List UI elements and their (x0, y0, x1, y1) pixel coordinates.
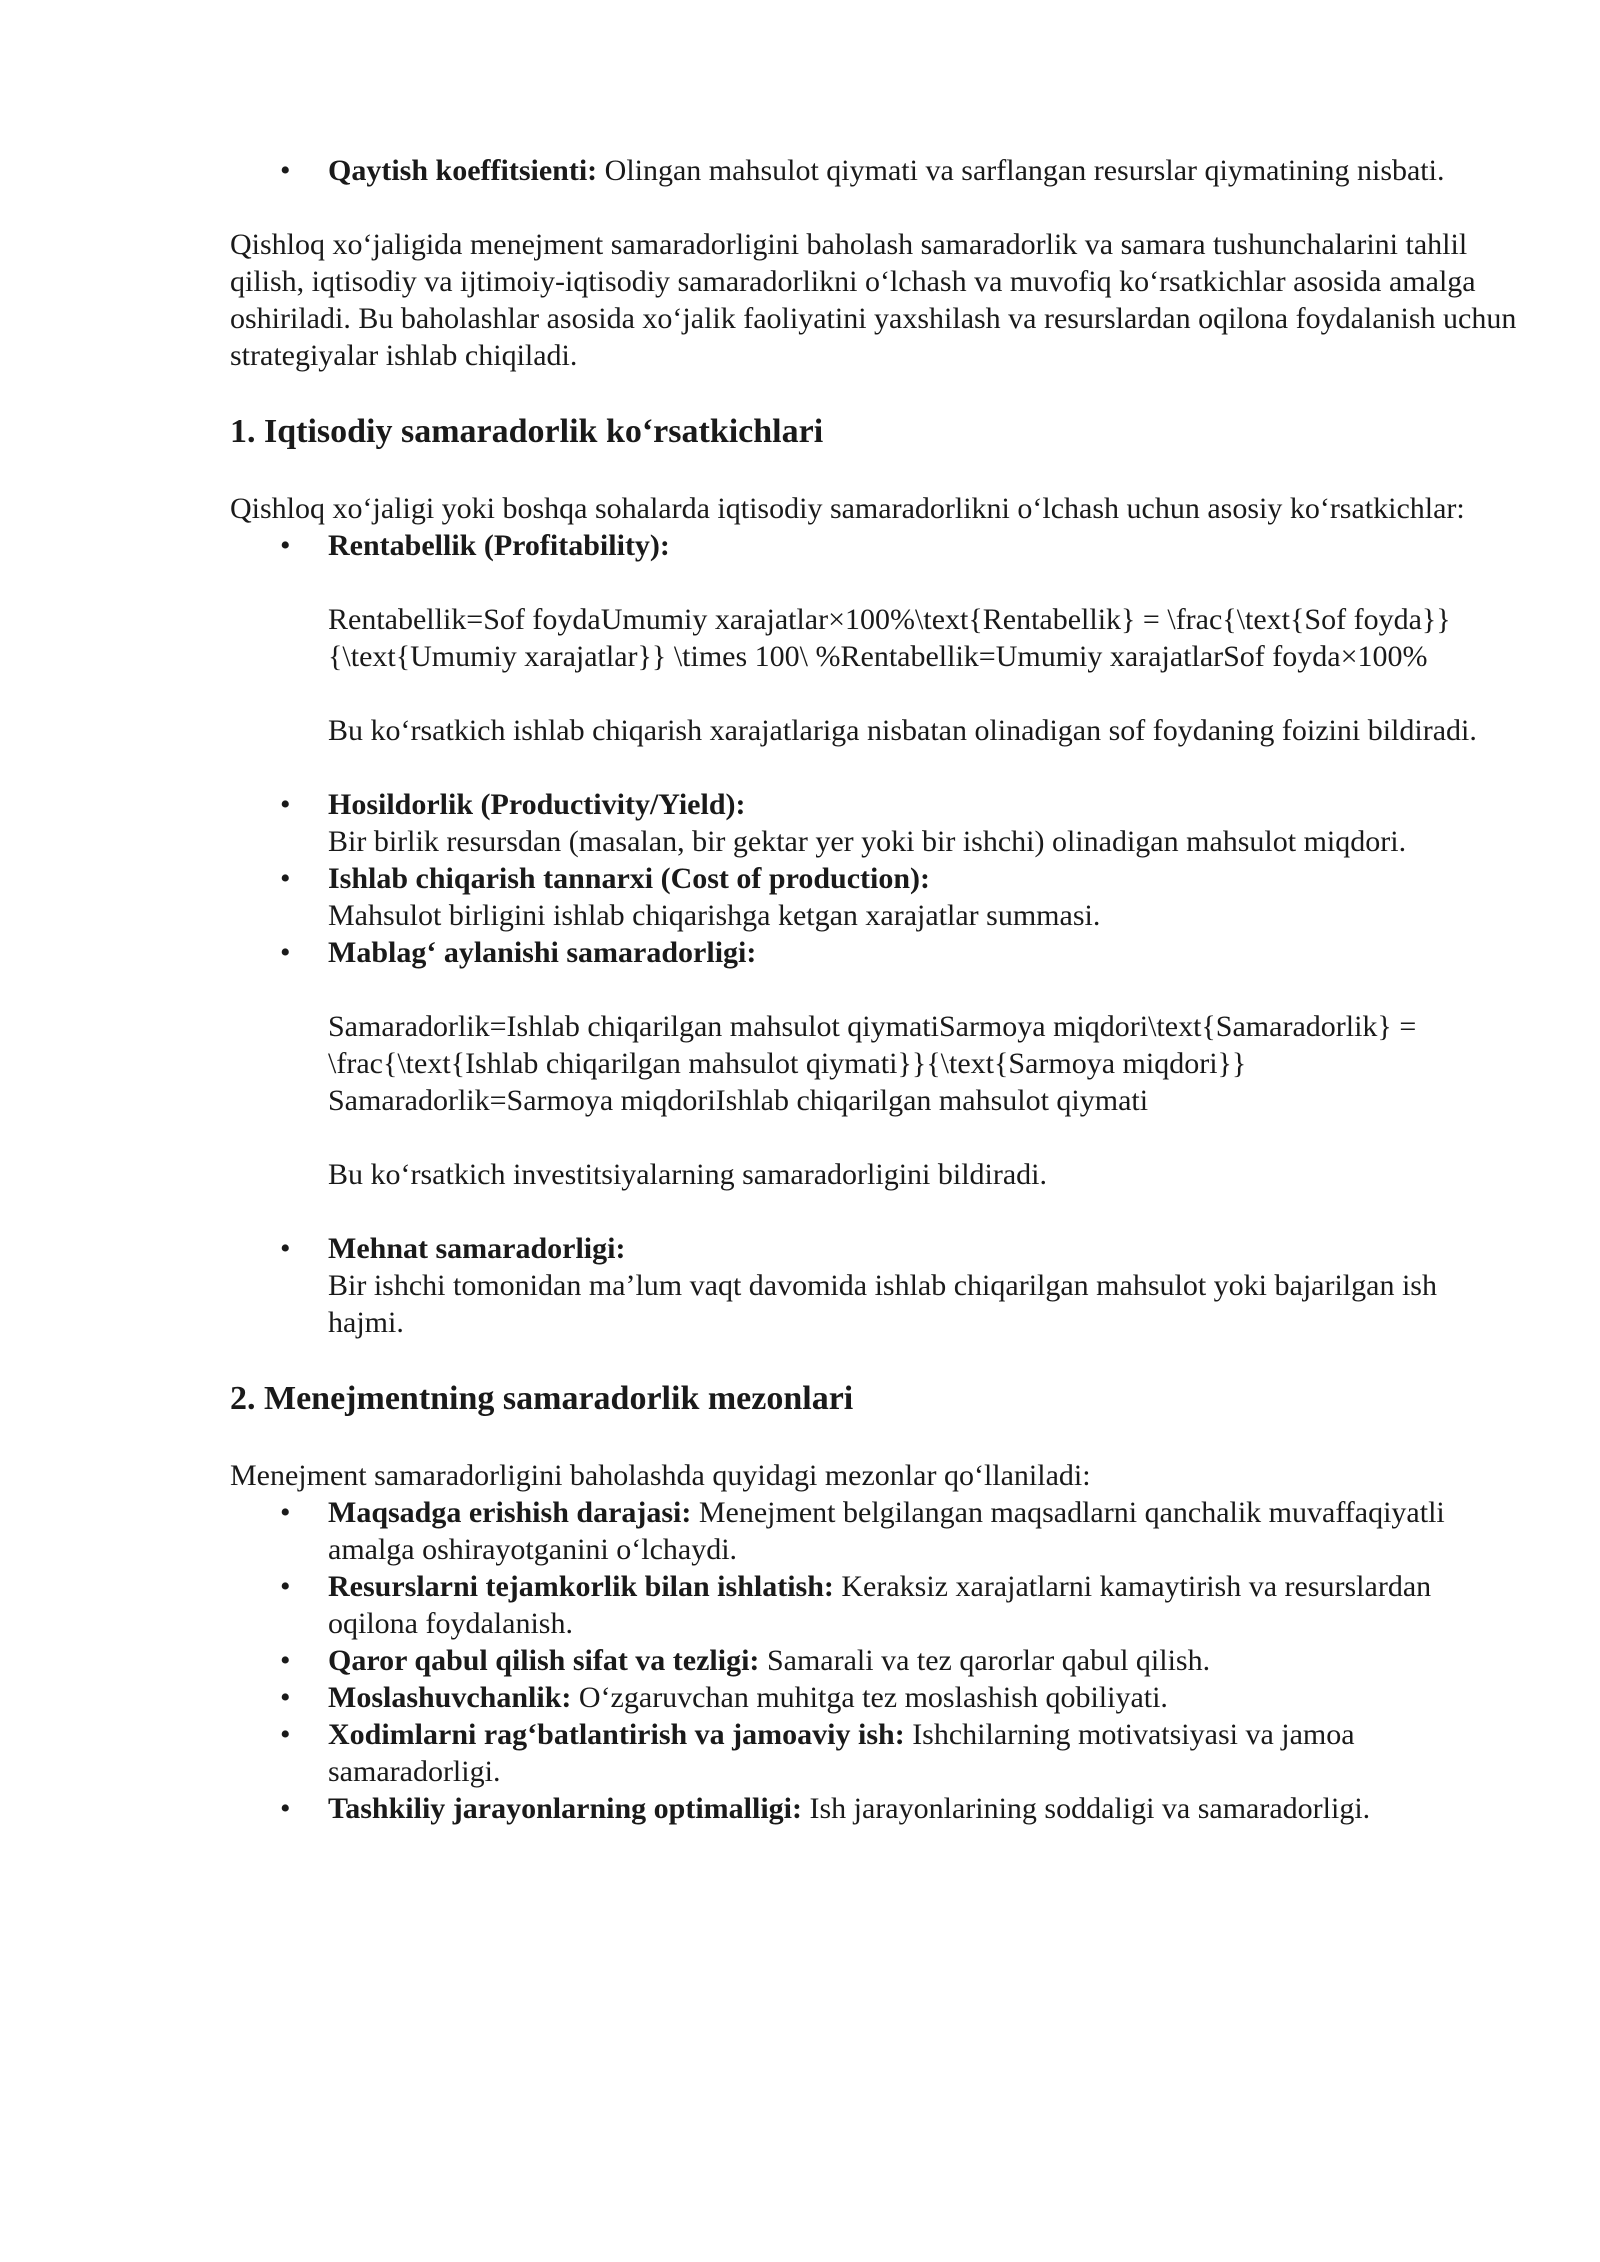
list-item-term: Qaytish koeffitsienti: (328, 154, 598, 187)
bullet-icon: • (280, 862, 291, 895)
list-item-mablag (230, 934, 1520, 1193)
list-item (230, 152, 1520, 189)
list-item-text: Menejment belgilangan maqsadlarni qanchalik muvaffaqiyatli amalga oshirayotganini o‘lchaydi. (328, 1496, 1445, 1566)
section-1-list (230, 527, 1520, 1341)
list-item-text: Ish jarayonlarining soddaligi va samaradorligi. (801, 1792, 1371, 1825)
section-1-heading: 1. Iqtisodiy samaradorlik ko‘rsatkichlari (230, 413, 824, 450)
list-item (230, 1790, 1520, 1827)
section-2-list (230, 1494, 1520, 1827)
section-1-lead: Qishloq xo‘jaligi yoki boshqa sohalarda iqtisodiy samaradorlikni o‘lchash uchun asosiy ko‘rsatkichlar: (230, 492, 1465, 525)
list-item (230, 1716, 1520, 1790)
list-item-text: Mahsulot birligini ishlab chiqarishga ketgan xarajatlar summasi. (328, 899, 1101, 932)
list-item-text: Ishchilarning motivatsiyasi va jamoa samaradorligi. (328, 1718, 1355, 1788)
bullet-icon: • (280, 788, 291, 821)
intro-paragraph: Qishloq xo‘jaligida menejment samaradorligini baholash samaradorlik va samara tushunchalarini tahlil qilish, iqtisodiy va ijtimoiy-iqtisodiy samaradorlikni o‘lchash va muvofiq ko‘rsatkichlar asosida amalga oshiriladi. Bu baholashlar asosida xo‘jalik faoliyatini yaxshilash va resurslardan oqilona foydalanish uchun strategiyalar ishlab chiqiladi. (230, 228, 1517, 372)
bullet-icon: • (280, 1681, 291, 1714)
list-item (230, 1568, 1520, 1642)
section-2-lead: Menejment samaradorligini baholashda quyidagi mezonlar qo‘llaniladi: (230, 1459, 1091, 1492)
list-item-term: Maqsadga erishish darajasi: (328, 1496, 692, 1529)
bullet-icon: • (280, 1718, 291, 1751)
bullet-icon: • (280, 529, 291, 562)
list-item (230, 1642, 1520, 1679)
intro-list (230, 152, 1520, 189)
formula-note: Bu ko‘rsatkich ishlab chiqarish xarajatlariga nisbatan olinadigan sof foydaning foizini bildiradi. (328, 714, 1477, 747)
bullet-icon: • (280, 1644, 291, 1677)
document-page (230, 152, 1520, 1827)
list-item-text: Olingan mahsulot qiymati va sarflangan resurslar qiymatining nisbati. (597, 154, 1445, 187)
list-item (230, 1494, 1520, 1568)
bullet-icon: • (280, 1232, 291, 1265)
bullet-icon: • (280, 1496, 291, 1529)
list-item-text: Samarali va tez qarorlar qabul qilish. (759, 1644, 1211, 1677)
list-item-tannarx (230, 860, 1520, 934)
list-item-text: Keraksiz xarajatlarni kamaytirish va resurslardan oqilona foydalanish. (328, 1570, 1432, 1640)
bullet-icon: • (280, 1570, 291, 1603)
list-item-term: Mablag‘ aylanishi samaradorligi: (328, 936, 757, 969)
list-item-term: Rentabellik (Profitability): (328, 529, 670, 562)
list-item-term: Mehnat samaradorligi: (328, 1232, 626, 1265)
list-item-term: Ishlab chiqarish tannarxi (Cost of production): (328, 862, 931, 895)
bullet-icon: • (280, 936, 291, 969)
formula-samaradorlik: Samaradorlik=Ishlab chiqarilgan mahsulot qiymatiSarmoya miqdori\text{Samaradorlik} = \frac{\text{Ishlab chiqarilgan mahsulot qiymati}}{\text{Sarmoya miqdori}} Samaradorlik=Sarmoya miqdoriIshlab chiqarilgan mahsulot qiymati (328, 1010, 1417, 1117)
formula-rentabellik: Rentabellik=Sof foydaUmumiy xarajatlar×100%\text{Rentabellik} = \frac{\text{Sof foyda}}{\text{Umumiy xarajatlar}} \times 100\ %Rentabellik=Umumiy xarajatlarSof foyda×100% (328, 603, 1451, 673)
list-item-text: Bir birlik resursdan (masalan, bir gektar yer yoki bir ishchi) olinadigan mahsulot miqdori. (328, 825, 1407, 858)
list-item-term: Resurslarni tejamkorlik bilan ishlatish: (328, 1570, 834, 1603)
list-item-term: Hosildorlik (Productivity/Yield): (328, 788, 746, 821)
section-2-heading: 2. Menejmentning samaradorlik mezonlari (230, 1380, 854, 1417)
list-item-term: Qaror qabul qilish sifat va tezligi: (328, 1644, 760, 1677)
list-item-hosildorlik (230, 786, 1520, 860)
formula-note: Bu ko‘rsatkich investitsiyalarning samaradorligini bildiradi. (328, 1158, 1048, 1191)
bullet-icon: • (280, 1792, 291, 1825)
bullet-icon: • (280, 154, 291, 187)
list-item-term: Xodimlarni rag‘batlantirish va jamoaviy ish: (328, 1718, 905, 1751)
list-item-text: O‘zgaruvchan muhitga tez moslashish qobiliyati. (571, 1681, 1168, 1714)
list-item-rentabellik (230, 527, 1520, 749)
list-item-mehnat (230, 1230, 1520, 1341)
list-item-term: Tashkiliy jarayonlarning optimalligi: (328, 1792, 802, 1825)
list-item (230, 1679, 1520, 1716)
list-item-text: Bir ishchi tomonidan ma’lum vaqt davomida ishlab chiqarilgan mahsulot yoki bajarilgan ish hajmi. (328, 1269, 1437, 1339)
list-item-term: Moslashuvchanlik: (328, 1681, 572, 1714)
